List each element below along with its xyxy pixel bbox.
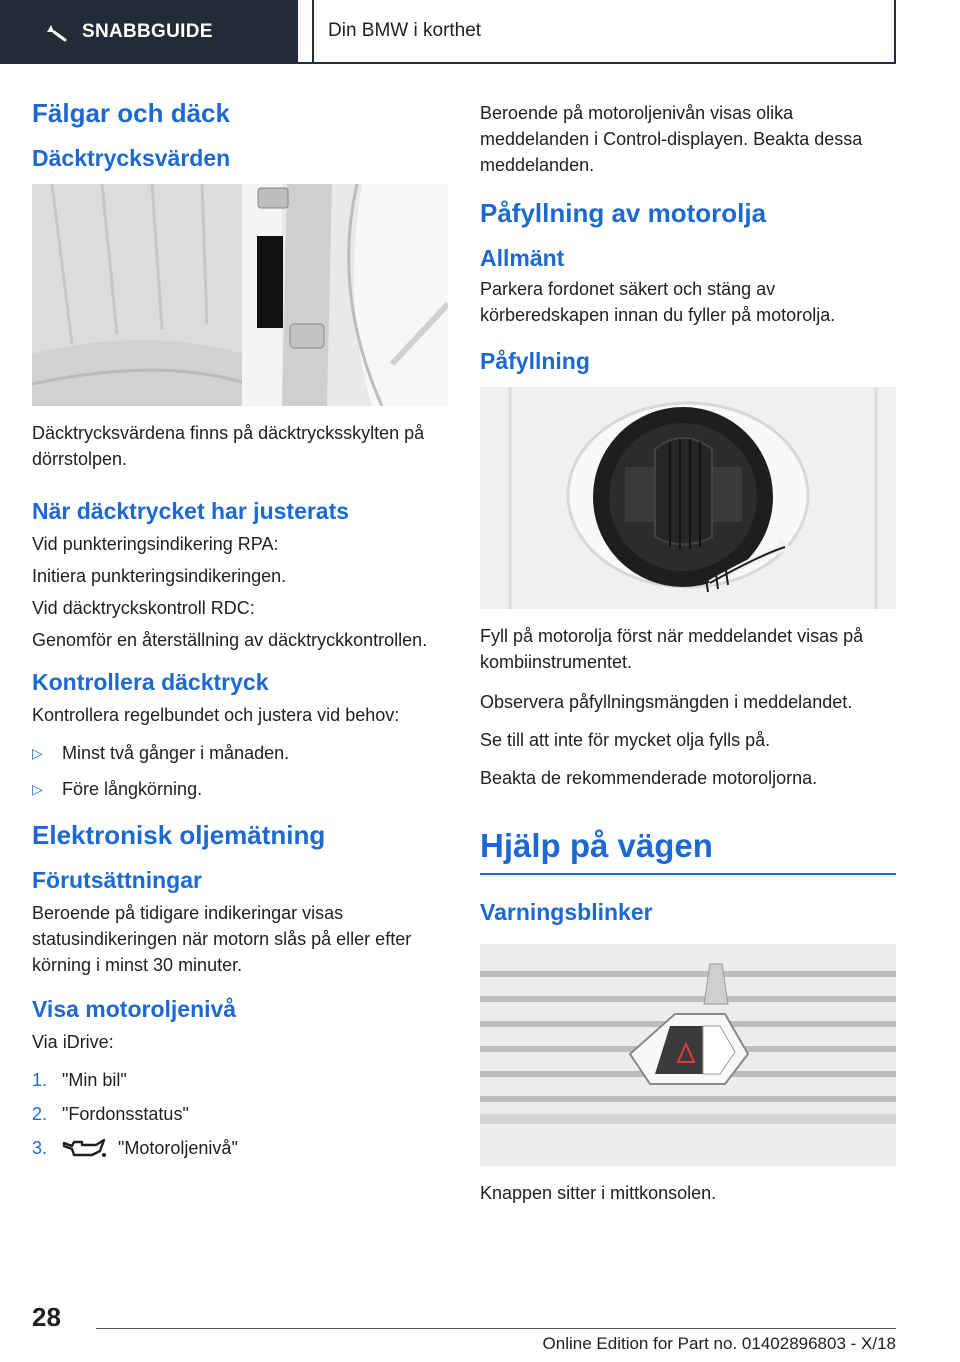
text-oil-messages: Beroende på motoroljenivån visas olika meddelanden i Control-displayen. Beakta dessa meddelanden. <box>480 103 863 175</box>
list-item: 1. "Min bil" <box>32 1070 127 1090</box>
check-list <box>32 740 448 802</box>
caption-tire-pressure: Däcktrycksvärdena finns på däcktrycksskylten på dörrstolpen. <box>32 423 425 469</box>
heading-tire-pressure-values: Däcktrycksvärden <box>32 145 231 171</box>
heading-requirements: Förutsättningar <box>32 867 202 893</box>
oil-can-icon <box>62 1137 108 1159</box>
heading-after-pressure-adjust: När däcktrycket har justerats <box>32 498 350 524</box>
header-section <box>312 0 896 64</box>
heading-hazard-lights: Varningsblinker <box>480 899 653 925</box>
header-rule <box>0 62 312 64</box>
list-item: 2. "Fordonsstatus" <box>32 1104 189 1124</box>
footer-edition: Online Edition for Part no. 01402896803 - X/18 <box>542 1334 896 1353</box>
header-tab <box>0 0 298 64</box>
idrive-steps <box>32 1067 448 1161</box>
caption-refill: Fyll på motorolja först när meddelandet visas på kombiinstrumentet. <box>480 626 864 672</box>
quick-guide-icon <box>44 20 68 44</box>
section-title-wheels: Fälgar och däck <box>32 98 230 128</box>
section-title-oil-refill: Påfyllning av motorolja <box>480 198 767 228</box>
page-number: 28 <box>32 1302 61 1332</box>
text-line: Beakta de rekommenderade motoroljorna. <box>480 768 818 788</box>
list-item: 3. "Motoroljenivå" <box>32 1138 238 1158</box>
header-tab-label: SNABBGUIDE <box>82 21 213 42</box>
text-line: Initiera punkteringsindikeringen. <box>32 566 287 586</box>
text-line: Vid däcktryckskontroll RDC: <box>32 598 255 618</box>
oil-filler-cap-image <box>480 387 896 609</box>
text-line: Genomför en återställning av däcktryckkontrollen. <box>32 630 428 650</box>
text-general: Parkera fordonet säkert och stäng av körberedskapen innan du fyller på motorolja. <box>480 279 836 325</box>
section-title-oil-measurement: Elektronisk oljemätning <box>32 820 326 850</box>
list-item: ▷ Före långkörning. <box>32 776 448 802</box>
door-pillar-image <box>32 184 448 406</box>
hazard-button-image <box>480 944 896 1166</box>
text-line: Observera påfyllningsmängden i meddelandet. <box>480 692 853 712</box>
triangle-right-icon: ▷ <box>32 745 43 761</box>
right-column <box>480 100 896 1218</box>
text-check-intro: Kontrollera regelbundet och justera vid behov: <box>32 705 400 725</box>
caption-hazard: Knappen sitter i mittkonsolen. <box>480 1183 717 1203</box>
heading-show-oil-level: Visa motoroljenivå <box>32 996 237 1022</box>
footer-rule <box>96 1328 896 1329</box>
left-column <box>32 98 448 1169</box>
list-item: ▷ Minst två gånger i månaden. <box>32 740 448 766</box>
text-via-idrive: Via iDrive: <box>32 1032 114 1052</box>
section-title-roadside-help: Hjälp på vägen <box>480 827 713 864</box>
text-line: Vid punkteringsindikering RPA: <box>32 534 279 554</box>
heading-refill: Påfyllning <box>480 348 590 374</box>
heading-general: Allmänt <box>480 245 565 271</box>
text-line: Se till att inte för mycket olja fylls på. <box>480 730 771 750</box>
header-section-title: Din BMW i korthet <box>328 20 482 41</box>
text-requirements: Beroende på tidigare indikeringar visas statusindikeringen när motorn slås på eller efter körning i minst 30 minuter. <box>32 903 412 975</box>
heading-check-pressure: Kontrollera däcktryck <box>32 669 269 695</box>
title-rule <box>480 873 896 875</box>
triangle-right-icon: ▷ <box>32 781 43 797</box>
